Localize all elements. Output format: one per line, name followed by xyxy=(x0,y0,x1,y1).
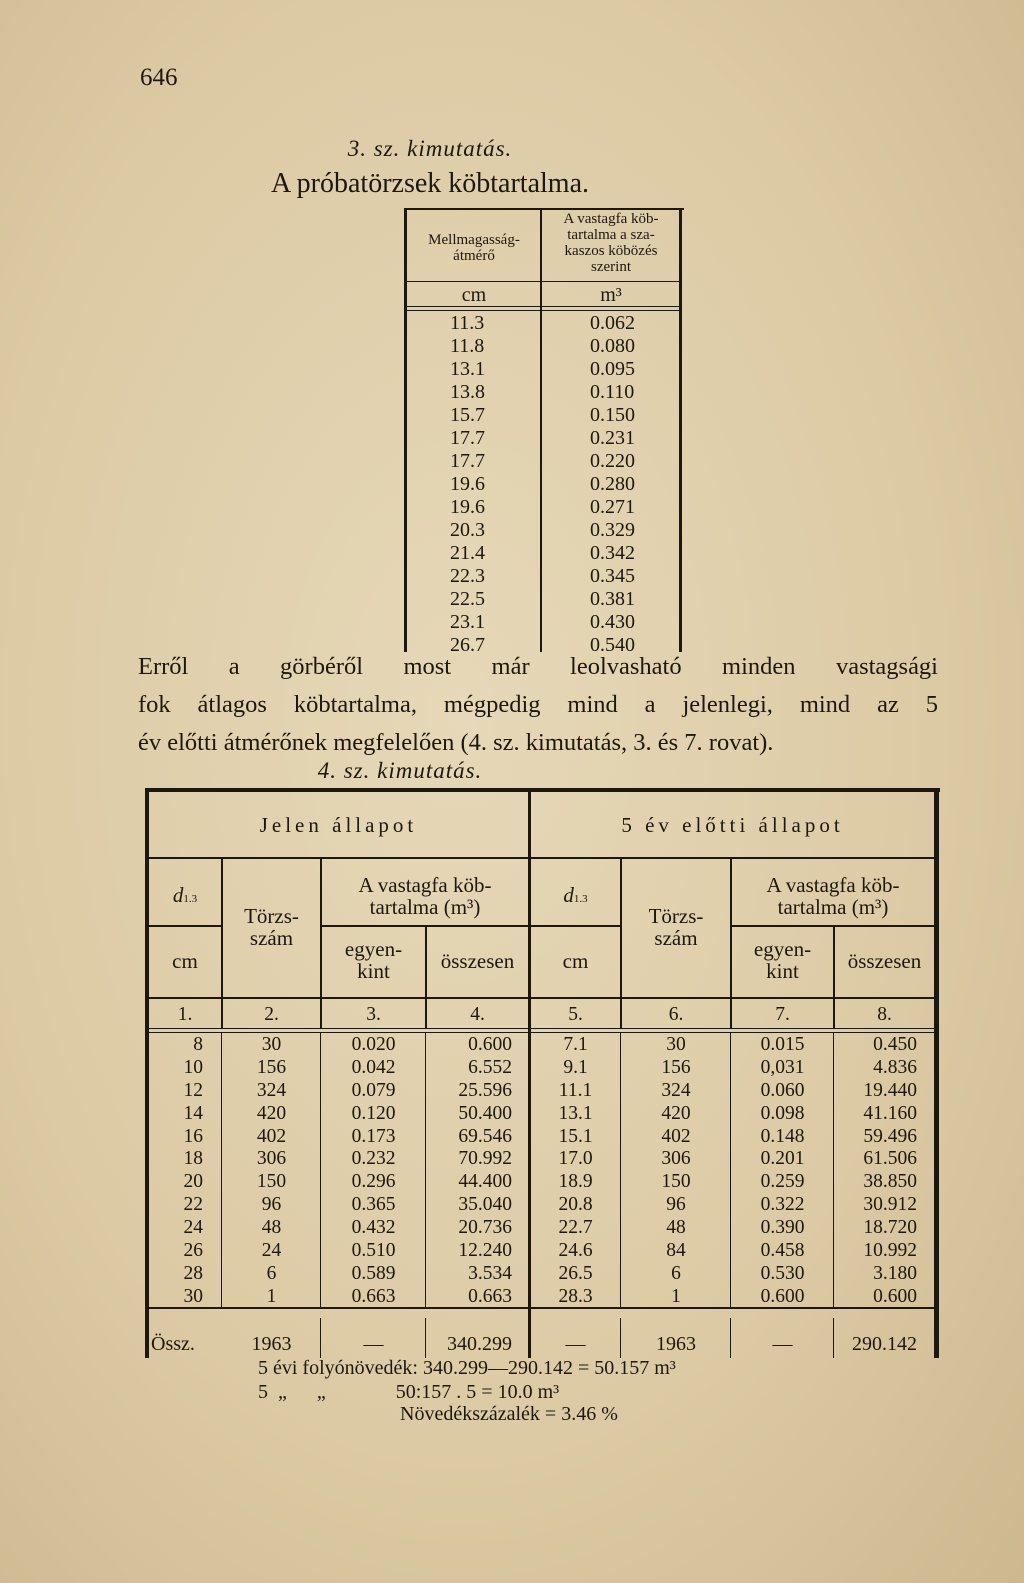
table4-cell: 24 xyxy=(261,1240,282,1262)
table4-cell: 0.060 xyxy=(760,1079,805,1101)
table4-cell: 0.232 xyxy=(351,1148,396,1170)
header-line: A vastagfa köb- xyxy=(358,873,492,897)
table3-header-diameter xyxy=(408,232,540,264)
table4-vastagfa-header xyxy=(732,874,934,918)
table4-column-3 xyxy=(322,1034,425,1309)
table4-cell: 0.148 xyxy=(760,1125,805,1147)
table4-cell: 420 xyxy=(661,1102,691,1124)
table3-volume-cell: 0.080 xyxy=(590,335,635,357)
table4-cell: 69.546 xyxy=(458,1125,512,1147)
table4-cell: 0.510 xyxy=(351,1240,396,1262)
table4-cell: 96 xyxy=(666,1194,686,1216)
table4-egyenkint-header xyxy=(322,938,425,982)
table3-volume-cell: 0.231 xyxy=(590,427,635,449)
table4-vastagfa-header xyxy=(322,874,528,918)
table4-cell: 6 xyxy=(266,1262,277,1284)
sum-value: 340.299 xyxy=(447,1333,512,1355)
table4-cell: 48 xyxy=(666,1217,686,1239)
table3-diameter-cell: 20.3 xyxy=(450,519,485,541)
table4-egyenkint-header xyxy=(732,938,833,982)
table3-volume-cell: 0.062 xyxy=(590,312,635,334)
table4-cell: 3.180 xyxy=(873,1262,917,1284)
table4-cell: 16 xyxy=(183,1125,203,1147)
table3-diameter-cell: 22.5 xyxy=(450,588,485,610)
table4-cell: 10.992 xyxy=(863,1240,917,1262)
table4-cell: 12 xyxy=(183,1079,203,1101)
table4-column-6 xyxy=(622,1034,730,1309)
table4-cell: 0.120 xyxy=(351,1102,396,1124)
table3-volume-cell: 0.280 xyxy=(590,473,635,495)
table4-cell: 156 xyxy=(256,1056,287,1078)
table4-cell: 306 xyxy=(661,1148,691,1170)
header-line: kint xyxy=(766,959,799,983)
table4-caption: 4. sz. kimutatás. xyxy=(317,758,483,783)
footer-line-average: 5 „ „ 50:157 . 5 = 10.0 m³ xyxy=(258,1381,560,1403)
table4-cell: 156 xyxy=(661,1056,691,1078)
table4-cell: 50.400 xyxy=(458,1102,512,1124)
table4-cell: 150 xyxy=(661,1171,691,1193)
table4-cell: 15.1 xyxy=(558,1125,593,1147)
table4-cell: 25.596 xyxy=(458,1079,512,1101)
d-subscript: 1.3 xyxy=(183,893,198,905)
table3-diameter-cell: 17.7 xyxy=(450,427,485,449)
table4-cell: 0.390 xyxy=(760,1217,805,1239)
table4-cell: 0.201 xyxy=(760,1148,805,1170)
table4-cell: 0.600 xyxy=(468,1034,512,1055)
table4-cell: 19.440 xyxy=(863,1079,917,1101)
table4-cell: 59.496 xyxy=(863,1125,917,1147)
table4-cell: 6 xyxy=(671,1262,681,1284)
table4-cell: 20.736 xyxy=(458,1217,512,1239)
table3-caption: 3. sz. kimutatás. xyxy=(347,136,513,161)
table4-column-2 xyxy=(223,1034,320,1309)
table4-cell: 18.720 xyxy=(863,1217,917,1239)
table4-column-4 xyxy=(427,1034,512,1309)
col-number: 8. xyxy=(877,1004,892,1025)
sum-value: — xyxy=(772,1333,793,1355)
table4-cell: 30 xyxy=(261,1034,282,1055)
table4-cell: 48 xyxy=(261,1217,282,1239)
table3-volume-column xyxy=(590,312,650,657)
table3-diameter-cell: 23.1 xyxy=(450,611,485,633)
table4-cell: 0.296 xyxy=(351,1171,396,1193)
table3-volume-cell: 0.271 xyxy=(590,496,635,518)
table4-cell: 35.040 xyxy=(458,1194,512,1216)
table4-torzsszam-header xyxy=(223,905,320,949)
d-symbol: d xyxy=(563,883,574,907)
table4-cm-header: cm xyxy=(562,949,589,973)
table4-cell: 28 xyxy=(183,1262,203,1284)
table3-volume-cell: 0.329 xyxy=(590,519,635,541)
table4-cell: 3.534 xyxy=(468,1262,512,1284)
page-number: 646 xyxy=(140,64,178,91)
table4-cell: 0.042 xyxy=(351,1056,396,1078)
table4-cell: 0.600 xyxy=(760,1285,805,1307)
table4-cell: 24.6 xyxy=(558,1240,593,1262)
sum-value: 1963 xyxy=(251,1333,292,1355)
table4-cell: 4.836 xyxy=(873,1056,917,1078)
table3-diameter-cell: 21.4 xyxy=(450,542,485,564)
table3-header-line: tartalma a sza- xyxy=(567,227,655,243)
table3-diameter-cell: 11.3 xyxy=(450,312,485,334)
table4-cell: 17.0 xyxy=(558,1148,593,1170)
table4-cell: 0.589 xyxy=(351,1262,396,1284)
table4-cell: 18.9 xyxy=(558,1171,593,1193)
table4-cell: 20.8 xyxy=(558,1194,593,1216)
d-subscript: 1.3 xyxy=(573,893,588,905)
table3-volume-cell: 0.342 xyxy=(590,542,635,564)
table4-cell: 41.160 xyxy=(863,1102,917,1124)
table3-diameter-cell: 19.6 xyxy=(450,473,485,495)
table3 xyxy=(404,208,684,656)
table3-diameter-cell: 19.6 xyxy=(450,496,485,518)
paragraph-line: év előtti átmérőnek megfelelően (4. sz. kimutatás, 3. és 7. rovat). xyxy=(138,729,774,756)
col-number: 5. xyxy=(568,1004,583,1025)
table4-cell: 402 xyxy=(256,1125,287,1147)
table4-cell: 12.240 xyxy=(458,1240,512,1262)
sum-value: 1963 xyxy=(656,1333,696,1355)
header-line: tartalma (m³) xyxy=(777,895,889,919)
table4-cell: 13.1 xyxy=(558,1102,593,1124)
paragraph-line: fok átlagos köbtartalma, mégpedig mind a jelenlegi, mind az 5 xyxy=(138,691,938,718)
table3-diameter-cell: 13.1 xyxy=(450,358,485,380)
table4-cell: 8 xyxy=(193,1034,203,1055)
col-number: 3. xyxy=(366,1004,381,1025)
table4-cell: 26.5 xyxy=(558,1262,593,1284)
table3-title: A próbatörzsek köbtartalma. xyxy=(270,168,589,199)
header-line: egyen- xyxy=(753,937,812,961)
table4-cell: 22.7 xyxy=(558,1217,593,1239)
col-number: 6. xyxy=(668,1004,684,1025)
header-line: Törzs- xyxy=(648,904,704,928)
table4-cell: 0.663 xyxy=(468,1285,512,1307)
table4-cell: 7.1 xyxy=(563,1034,588,1055)
col-number: 1. xyxy=(177,1004,193,1025)
sum-value: — xyxy=(363,1333,384,1355)
table4-cell: 0.322 xyxy=(760,1194,805,1216)
table4-osszesen-header: összesen xyxy=(440,949,515,973)
table3-diameter-cell: 15.7 xyxy=(450,404,485,426)
table4-osszesen-header: összesen xyxy=(847,949,922,973)
table4-cell: 0.365 xyxy=(351,1194,396,1216)
table4-column-7 xyxy=(732,1034,833,1309)
table3-volume-cell: 0.095 xyxy=(590,358,635,380)
table4-cell: 22 xyxy=(183,1194,203,1216)
table4-cell: 28.3 xyxy=(558,1285,593,1307)
table4-cell: 0.530 xyxy=(760,1262,805,1284)
table4-cell: 0.098 xyxy=(760,1102,805,1124)
table4-cell: 0.079 xyxy=(351,1079,396,1101)
table4-cell: 0.020 xyxy=(351,1034,396,1055)
table4-cell: 0.458 xyxy=(760,1240,805,1262)
table3-volume-cell: 0.345 xyxy=(590,565,635,587)
table4-group-5yr-ago: 5 év előtti állapot xyxy=(621,813,844,837)
header-line: egyen- xyxy=(344,937,403,961)
footer-line-increment: 5 évi folyónövedék: 340.299—290.142 = 50.157 m³ xyxy=(258,1357,676,1379)
table4-column-5 xyxy=(531,1034,620,1309)
table3-unit-cm: cm xyxy=(461,284,487,306)
table3-volume-cell: 0.381 xyxy=(590,588,635,610)
table4-cell: 96 xyxy=(261,1194,282,1216)
table3-volume-cell: 0.110 xyxy=(590,381,635,403)
table4-cell: 24 xyxy=(183,1217,203,1239)
table4-cell: 0.663 xyxy=(351,1285,396,1307)
d-symbol: d xyxy=(172,883,184,907)
col-number: 7. xyxy=(775,1004,790,1025)
table4-torzsszam-header xyxy=(622,905,730,949)
table4-d13-header xyxy=(531,884,620,910)
table4-cell: 0.432 xyxy=(351,1217,396,1239)
table4-cell: 420 xyxy=(256,1102,287,1124)
table3-volume-cell: 0.220 xyxy=(590,450,635,472)
table3-volume-cell: 0.540 xyxy=(590,634,635,656)
sum-value: 290.142 xyxy=(852,1333,917,1355)
table4-cell: 70.992 xyxy=(458,1148,512,1170)
table4-cell: 324 xyxy=(661,1079,691,1101)
table3-volume-cell: 0.430 xyxy=(590,611,635,633)
table4-cell: 14 xyxy=(183,1102,203,1124)
header-line: szám xyxy=(654,926,698,950)
table3-diameter-cell: 11.8 xyxy=(450,335,485,357)
table3-header-line: kaszos köbözés xyxy=(564,243,658,259)
table4-cell: 0.259 xyxy=(760,1171,805,1193)
table4-cell: 1 xyxy=(266,1285,277,1307)
table4-cell: 0.600 xyxy=(873,1285,917,1307)
table4-cell: 61.506 xyxy=(863,1148,917,1170)
body-paragraph xyxy=(138,648,938,762)
table3-header-line: szerint xyxy=(591,259,631,275)
table4-cell: 18 xyxy=(183,1148,203,1170)
footer-line-percentage: Növedékszázalék = 3.46 % xyxy=(400,1403,618,1425)
table3-diameter-cell: 13.8 xyxy=(450,381,485,403)
sum-value: — xyxy=(565,1333,586,1355)
table4-cell: 44.400 xyxy=(458,1171,512,1193)
table4-cell: 38.850 xyxy=(863,1171,917,1193)
table4-column-1 xyxy=(149,1034,203,1309)
table4-cell: 84 xyxy=(666,1240,686,1262)
sum-label: Össz. xyxy=(151,1333,195,1355)
header-line: A vastagfa köb- xyxy=(766,873,900,897)
header-line: szám xyxy=(249,926,294,950)
table4-cell: 11.1 xyxy=(558,1079,593,1101)
table3-unit-m3: m³ xyxy=(600,284,622,306)
table4-cell: 0,031 xyxy=(760,1056,805,1078)
table4-cell: 10 xyxy=(183,1056,203,1078)
table3-header-volume xyxy=(543,211,679,275)
table4-cell: 1 xyxy=(671,1285,681,1307)
table4-cell: 150 xyxy=(256,1171,287,1193)
table4-cell: 306 xyxy=(256,1148,287,1170)
paragraph-line: Erről a görbéről most már leolvasható minden vastagsági xyxy=(138,653,938,680)
header-line: kint xyxy=(357,959,390,983)
table4-cell: 30.912 xyxy=(863,1194,917,1216)
table3-header-line: átmérő xyxy=(453,248,495,264)
col-number: 2. xyxy=(264,1004,279,1025)
col-number: 4. xyxy=(470,1004,485,1025)
table3-diameter-cell: 26.7 xyxy=(450,634,485,656)
table3-header-line: Mellmagasság- xyxy=(428,232,520,248)
table4-cell: 6.552 xyxy=(468,1056,512,1078)
table3-diameter-cell: 22.3 xyxy=(450,565,485,587)
table4-column-8 xyxy=(835,1034,917,1309)
header-line: Törzs- xyxy=(244,904,299,928)
table3-diameter-cell: 17.7 xyxy=(450,450,485,472)
table4-cell: 0.173 xyxy=(351,1125,396,1147)
table4 xyxy=(145,788,940,1358)
table4-cell: 30 xyxy=(666,1034,686,1055)
table4-cm-header: cm xyxy=(172,949,198,973)
table3-volume-cell: 0.150 xyxy=(590,404,635,426)
table4-cell: 26 xyxy=(183,1240,203,1262)
table4-cell: 20 xyxy=(183,1171,203,1193)
table4-cell: 0.015 xyxy=(760,1034,805,1055)
table3-diameter-column xyxy=(450,312,510,657)
table4-cell: 0.450 xyxy=(873,1034,917,1055)
table4-cell: 402 xyxy=(661,1125,691,1147)
table4-cell: 324 xyxy=(256,1079,287,1101)
table4-cell: 9.1 xyxy=(563,1056,588,1078)
table4-group-current: Jelen állapot xyxy=(259,813,418,837)
table3-header-line: A vastagfa köb- xyxy=(563,211,659,227)
table4-d13-header xyxy=(149,884,221,910)
table4-cell: 30 xyxy=(183,1285,203,1307)
header-line: tartalma (m³) xyxy=(369,895,481,919)
